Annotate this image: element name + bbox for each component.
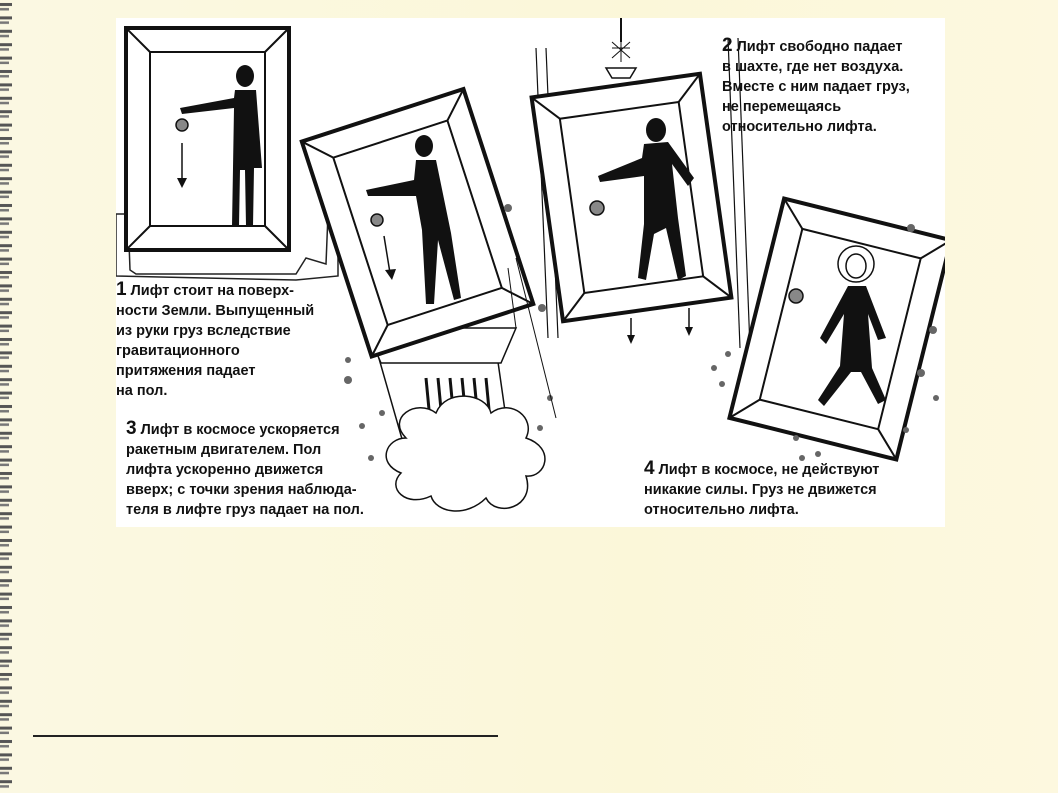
caption-1 [116,280,314,401]
caption-3-line: вверх; с точки зрения наблюда- [126,482,357,498]
caption-2-line: в шахте, где нет воздуха. [722,59,904,75]
caption-4-line: Лифт в космосе, не действуют [658,462,880,478]
caption-2 [722,36,910,137]
caption-2-line: не перемещаясь [722,99,842,115]
caption-1-line: ности Земли. Выпущенный [116,303,315,319]
caption-1-number: 1 [116,279,127,300]
caption-2-line: Вместе с ним падает груз, [722,79,910,95]
caption-3 [126,419,364,520]
footnote-rule [33,735,498,737]
caption-3-number: 3 [126,418,137,439]
caption-4 [644,459,879,520]
caption-2-line: Лифт свободно падает [736,39,903,55]
caption-3-line: лифта ускоренно движется [126,462,324,478]
caption-3-line: ракетным двигателем. Пол [126,442,322,458]
caption-3-line: теля в лифте груз падает на пол. [126,502,364,518]
caption-1-line: Лифт стоит на поверх- [130,283,295,299]
caption-2-line: относительно лифта. [722,119,877,135]
caption-4-line: относительно лифта. [644,502,799,518]
caption-1-line: на пол. [116,383,168,399]
spiral-binding [0,0,14,793]
illustration-panel [116,18,945,527]
elevator-2-scene [532,18,750,348]
caption-1-line: из руки груз вследствие [116,323,291,339]
caption-2-number: 2 [722,35,733,56]
caption-3-line: Лифт в космосе ускоряется [140,422,340,438]
caption-1-line: гравитационного [116,343,240,359]
caption-4-number: 4 [644,458,655,479]
caption-1-line: притяжения падает [116,363,256,379]
caption-4-line: никакие силы. Груз не движется [644,482,877,498]
